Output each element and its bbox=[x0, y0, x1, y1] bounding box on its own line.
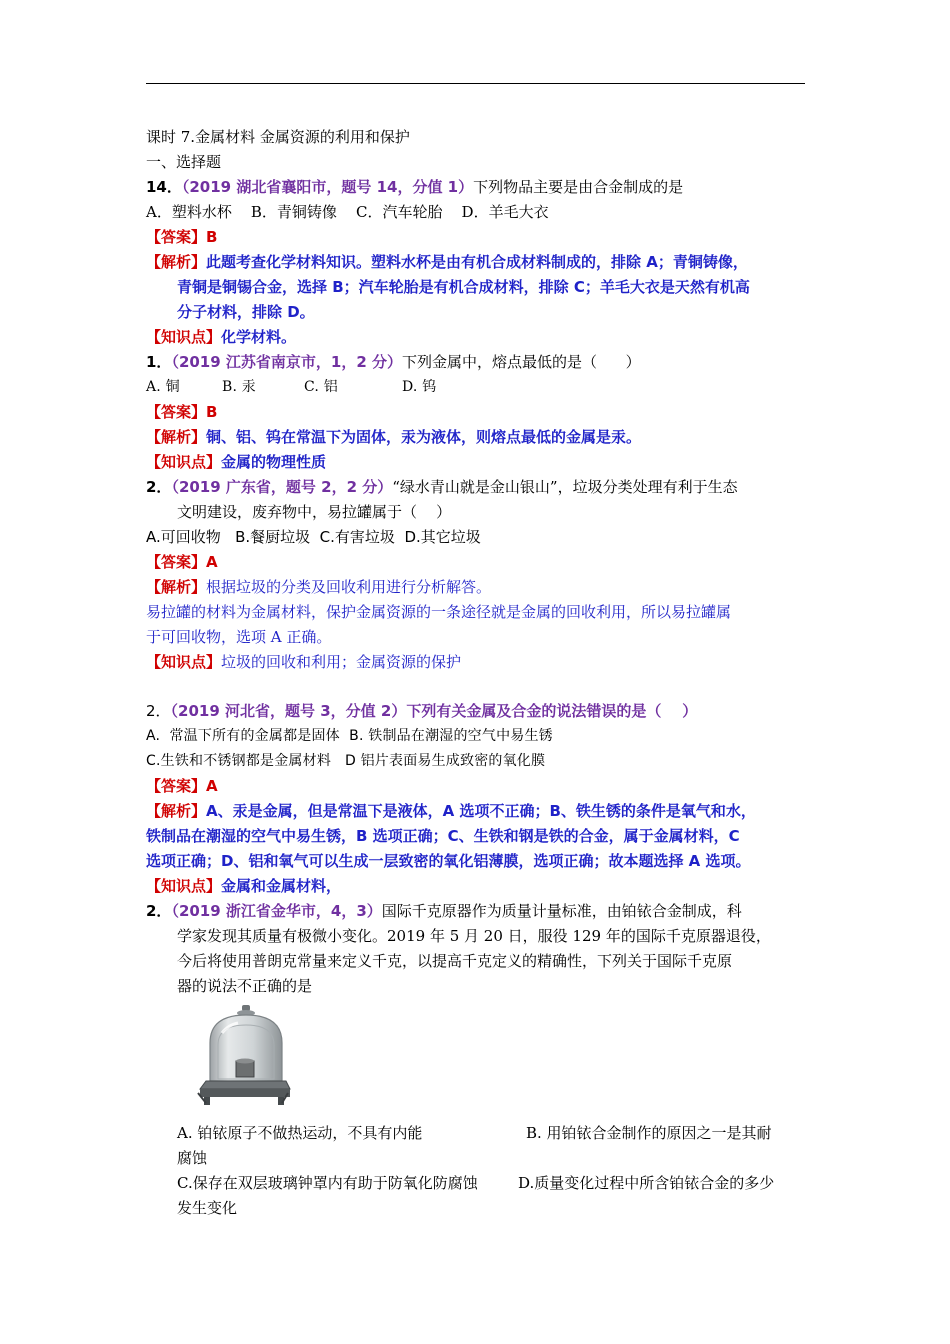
question-options: A．塑料水杯 B．青铜铸像 C．汽车轮胎 D．羊毛大衣 bbox=[146, 203, 549, 221]
question-stem: 今后将使用普朗克常量来定义千克，以提高千克定义的精确性，下列关于国际千克原 bbox=[177, 952, 733, 970]
analysis-text: 易拉罐的材料为金属材料，保护金属资源的一条途径就是金属的回收利用，所以易拉罐属 bbox=[146, 603, 732, 621]
header-rule bbox=[146, 83, 805, 84]
question-options: A.可回收物 B.餐厨垃圾 C.有害垃圾 D.其它垃圾 bbox=[146, 528, 481, 546]
option-c: C. 铝 bbox=[304, 379, 338, 395]
question-options: C.生铁和不锈钢都是金属材料 D 铝片表面易生成致密的氧化膜 bbox=[146, 753, 546, 769]
knowledge-tag: 【知识点】 bbox=[146, 453, 222, 471]
knowledge-text: 化学材料。 bbox=[221, 328, 297, 346]
section-heading: 一、选择题 bbox=[146, 153, 222, 171]
answer-tag: 【答案】 bbox=[146, 228, 207, 246]
answer-value: A bbox=[206, 553, 218, 571]
answer-value: B bbox=[206, 228, 218, 246]
knowledge-tag: 【知识点】 bbox=[146, 653, 222, 671]
question-number: 2． bbox=[146, 702, 171, 720]
analysis-text: 此题考查化学材料知识。塑料水杯是由有机合成材料制成的，排除 A；青铜铸像， bbox=[206, 253, 748, 271]
knowledge-tag: 【知识点】 bbox=[146, 328, 222, 346]
option-a: A. 铜 bbox=[146, 379, 180, 395]
kilogram-prototype-bell-jar-icon bbox=[196, 1003, 292, 1111]
knowledge-text: 金属和金属材料， bbox=[221, 877, 342, 895]
knowledge-text: 金属的物理性质 bbox=[221, 453, 327, 471]
knowledge-line bbox=[146, 876, 341, 896]
answer-line bbox=[146, 552, 218, 572]
question-source: （2019 河北省，题号 3，分值 2） bbox=[170, 702, 407, 720]
question-stem: “绿水青山就是金山银山”，垃圾分类处理有利于生态 bbox=[392, 478, 738, 496]
question-number: 14． bbox=[146, 178, 182, 196]
analysis-text: 根据垃圾的分类及回收利用进行分析解答。 bbox=[206, 578, 492, 596]
analysis-line bbox=[146, 427, 641, 447]
analysis-line bbox=[146, 801, 756, 821]
question-stem: 下列物品主要是由合金制成的是 bbox=[473, 178, 684, 196]
analysis-tag: 【解析】 bbox=[146, 253, 207, 271]
lesson-title: 课时 7.金属材料 金属资源的利用和保护 bbox=[146, 128, 410, 146]
question-source: （2019 江苏省南京市，1，2 分） bbox=[171, 353, 403, 371]
analysis-text: 青铜是铜锡合金，选择 B；汽车轮胎是有机合成材料，排除 C；羊毛大衣是天然有机高 bbox=[177, 278, 750, 296]
option-d-continued: 发生变化 bbox=[177, 1199, 238, 1217]
question-number: 2． bbox=[146, 902, 172, 920]
question-stem: 学家发现其质量有极微小变化。2019 年 5 月 20 日，服役 129 年的国际千克原器退役， bbox=[177, 927, 771, 945]
knowledge-line bbox=[146, 327, 296, 347]
option-a: A. 铂铱原子不做热运动，不具有内能 bbox=[177, 1124, 423, 1142]
analysis-text: 于可回收物，选项 A 正确。 bbox=[146, 628, 332, 646]
question-stem: 国际千克原器作为质量计量标准，由铂铱合金制成，科 bbox=[381, 902, 742, 920]
question-options bbox=[146, 377, 436, 397]
analysis-tag: 【解析】 bbox=[146, 578, 207, 596]
option-b: B. 汞 bbox=[222, 379, 256, 395]
answer-line bbox=[146, 776, 218, 796]
option-b-continued: 腐蚀 bbox=[177, 1149, 208, 1167]
analysis-text: 分子材料，排除 D。 bbox=[177, 303, 315, 321]
question-stem: 下列金属中，熔点最低的是（ ） bbox=[402, 353, 641, 371]
question-source: （2019 广东省，题号 2，2 分） bbox=[171, 478, 393, 496]
analysis-tag: 【解析】 bbox=[146, 428, 207, 446]
analysis-text: A、汞是金属，但是常温下是液体，A 选项不正确；B、铁生锈的条件是氧气和水， bbox=[206, 802, 756, 820]
question-14 bbox=[146, 177, 683, 197]
question-2-hebei bbox=[146, 701, 697, 721]
answer-tag: 【答案】 bbox=[146, 553, 207, 571]
question-stem: 器的说法不正确的是 bbox=[177, 977, 313, 995]
option-b: B. 用铂铱合金制作的原因之一是其耐 bbox=[526, 1124, 772, 1142]
knowledge-line bbox=[146, 652, 461, 672]
answer-tag: 【答案】 bbox=[146, 403, 207, 421]
question-2-zhejiang bbox=[146, 901, 742, 921]
answer-value: B bbox=[206, 403, 218, 421]
answer-tag: 【答案】 bbox=[146, 777, 207, 795]
question-stem: 下列有关金属及合金的说法错误的是（ ） bbox=[406, 702, 698, 720]
knowledge-tag: 【知识点】 bbox=[146, 877, 222, 895]
question-1 bbox=[146, 352, 641, 372]
knowledge-text: 垃圾的回收和利用；金属资源的保护 bbox=[221, 653, 462, 671]
option-c: C.保存在双层玻璃钟罩内有助于防氧化防腐蚀 bbox=[177, 1174, 478, 1192]
question-number: 2． bbox=[146, 478, 172, 496]
analysis-text: 选项正确；D、铝和氧气可以生成一层致密的氧化铝薄膜，选项正确；故本题选择 A 选项。 bbox=[146, 852, 751, 870]
analysis-tag: 【解析】 bbox=[146, 802, 207, 820]
answer-line bbox=[146, 227, 217, 247]
question-number: 1． bbox=[146, 353, 172, 371]
analysis-line bbox=[146, 252, 748, 272]
answer-value: A bbox=[206, 777, 218, 795]
question-stem: 文明建设，废弃物中，易拉罐属于（ ） bbox=[177, 503, 452, 521]
analysis-line bbox=[146, 577, 491, 597]
question-source: （2019 浙江省金华市，4，3） bbox=[171, 902, 382, 920]
analysis-text: 铜、铝、钨在常温下为固体，汞为液体，则熔点最低的金属是汞。 bbox=[206, 428, 642, 446]
option-d: D.质量变化过程中所含铂铱合金的多少 bbox=[518, 1174, 775, 1192]
knowledge-line bbox=[146, 452, 326, 472]
analysis-text: 铁制品在潮湿的空气中易生锈，B 选项正确；C、生铁和钢是铁的合金，属于金属材料，C bbox=[146, 827, 740, 845]
question-source: （2019 湖北省襄阳市，题号 14，分值 1） bbox=[181, 178, 474, 196]
option-d: D. 钨 bbox=[402, 379, 437, 395]
question-2-guangdong bbox=[146, 477, 738, 497]
answer-line bbox=[146, 402, 217, 422]
question-options: A. 常温下所有的金属都是固体 B. 铁制品在潮湿的空气中易生锈 bbox=[146, 728, 553, 744]
